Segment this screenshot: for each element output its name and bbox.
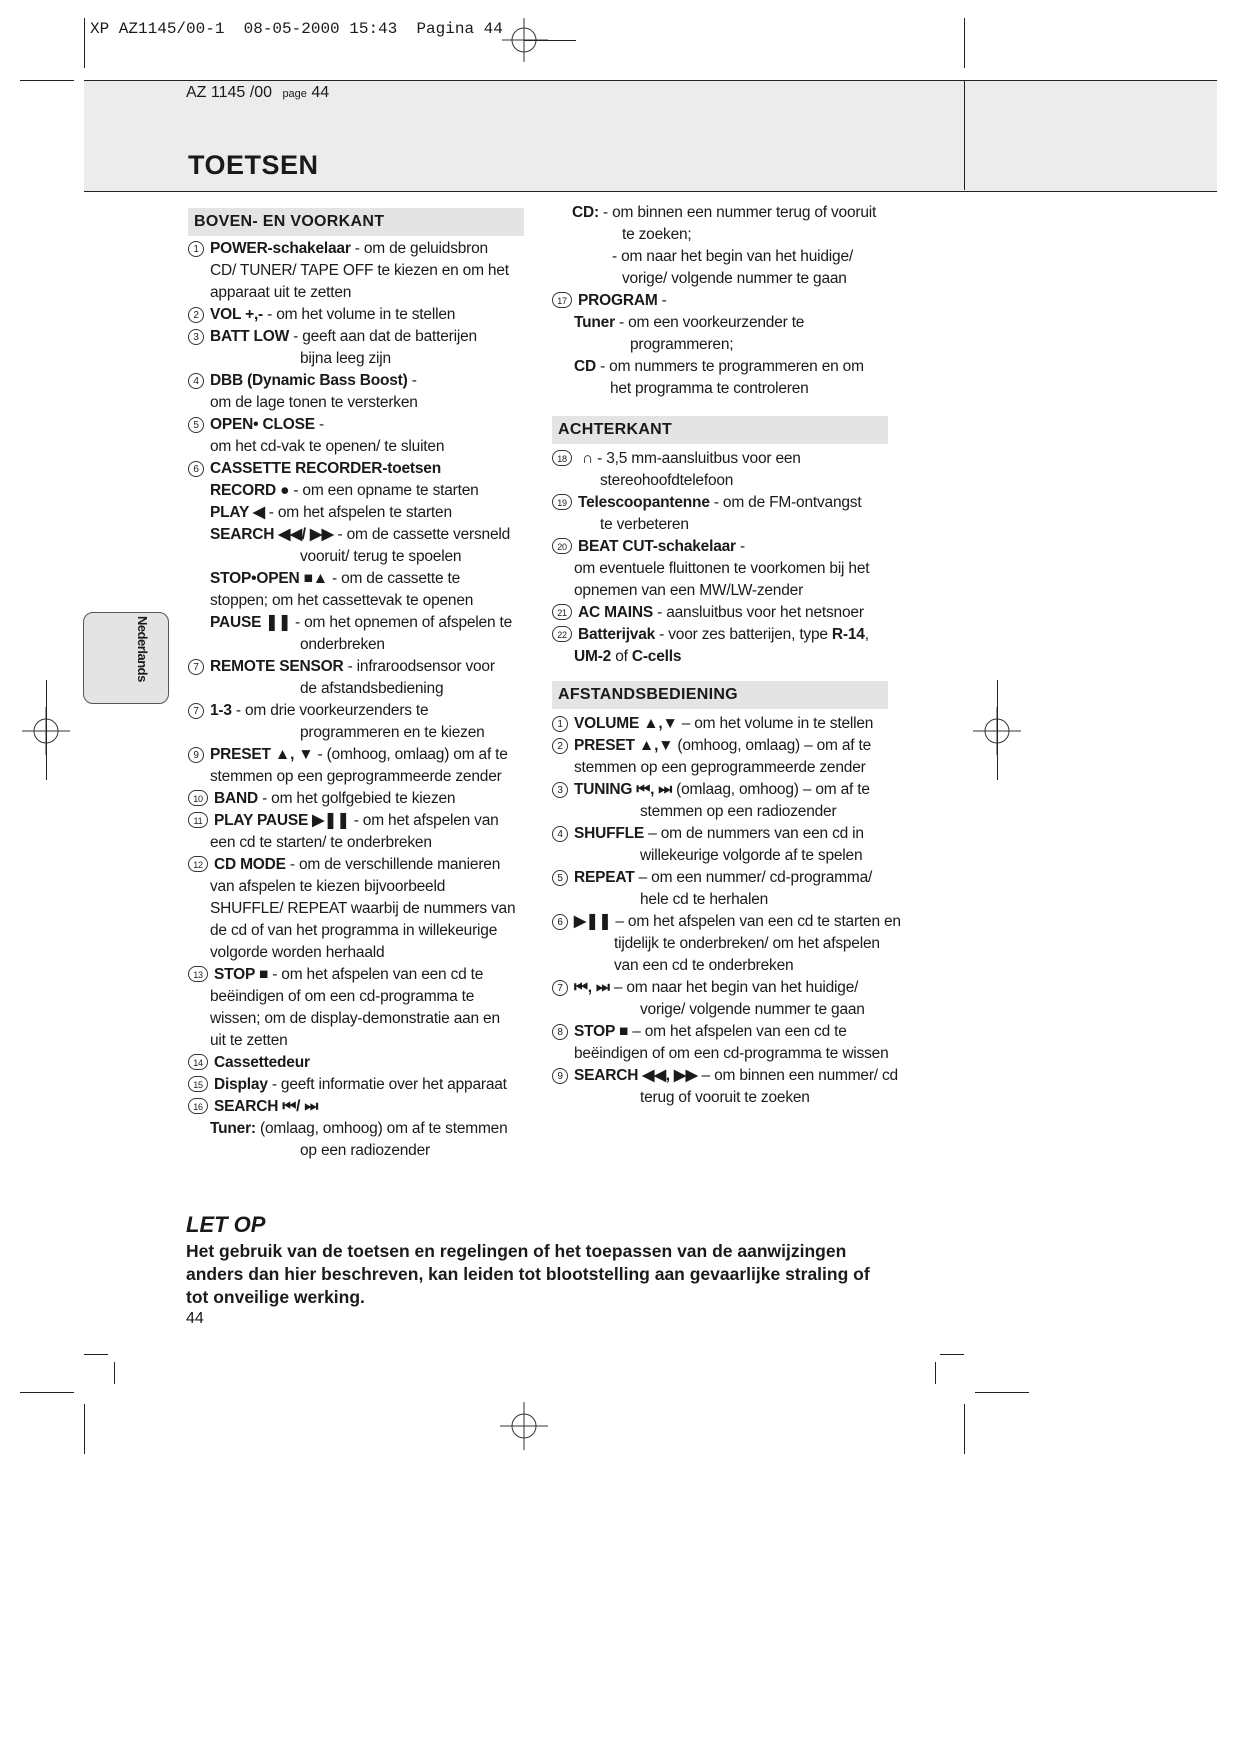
- item-key-label: SHUFFLE: [574, 825, 645, 842]
- list-item-continuation: [210, 876, 445, 898]
- item-description: - (omhoog, omlaag) om af te: [313, 746, 508, 763]
- item-key-label: SEARCH ◀◀, ▶▶: [574, 1067, 698, 1084]
- list-item-continuation: [600, 470, 733, 492]
- section-header-back: ACHTERKANT: [552, 416, 888, 444]
- item-description: - om de cassette te: [327, 570, 461, 587]
- list-item-continuation: [210, 392, 418, 414]
- list-item-continuation: [640, 801, 836, 823]
- item-description: – om het afspelen van een cd te starten en: [611, 913, 901, 930]
- list-item: [552, 448, 801, 470]
- list-item-continuation: [210, 1008, 500, 1030]
- item-description: beëindigen of om een cd-programma te: [210, 988, 475, 1005]
- list-item: [552, 823, 864, 845]
- page-number: 44: [186, 1310, 204, 1327]
- item-description: - om nummers te programmeren en om: [596, 358, 864, 375]
- list-item: [188, 238, 488, 260]
- item-key-label: VOL +,-: [210, 306, 264, 323]
- list-item: [552, 536, 745, 558]
- text-line: [574, 312, 804, 334]
- item-key-label: STOP•OPEN ■▲: [210, 570, 328, 587]
- item-number-badge: 16: [188, 1098, 208, 1114]
- item-description: op een radiozender: [300, 1142, 430, 1159]
- crop-mark: [964, 1404, 965, 1454]
- item-key-label: Tuner:: [210, 1120, 256, 1137]
- text-line: [622, 224, 692, 246]
- list-item: [188, 1096, 318, 1118]
- list-item: [552, 867, 872, 889]
- list-item: [188, 656, 495, 678]
- list-item-continuation: [210, 282, 351, 304]
- crop-mark: [20, 80, 74, 81]
- item-key-label: PAUSE ❚❚: [210, 614, 291, 631]
- item-description: - om het opnemen of afspelen te: [290, 614, 513, 631]
- item-key-label: CD MODE: [214, 856, 286, 873]
- list-item-continuation: [300, 634, 385, 656]
- item-description: van afspelen te kiezen bijvoorbeeld: [210, 878, 446, 895]
- item-key-label: Display: [214, 1076, 268, 1093]
- item-description: om de lage tonen te versterken: [210, 394, 418, 411]
- item-key-label: REMOTE SENSOR: [210, 658, 344, 675]
- item-number-badge: 5: [552, 870, 568, 886]
- item-description: een cd te starten/ te onderbreken: [210, 834, 432, 851]
- list-item: [210, 568, 460, 590]
- model-page-word: page: [282, 88, 307, 100]
- text-line: [574, 356, 864, 378]
- item-description: te zoeken;: [622, 226, 692, 243]
- item-description: programmeren;: [630, 336, 734, 353]
- list-item: [188, 964, 483, 986]
- item-key-label: R-14: [831, 626, 865, 643]
- item-description: bijna leeg zijn: [300, 350, 391, 367]
- item-description: van een cd te onderbreken: [614, 957, 794, 974]
- item-key-label: TUNING ⏮, ⏭: [574, 781, 673, 798]
- item-description: - om drie voorkeurzenders te: [231, 702, 429, 719]
- item-number-badge: 1: [552, 716, 568, 732]
- item-key-label: REPEAT: [574, 869, 635, 886]
- crop-mark: [84, 1354, 108, 1355]
- item-description: -: [407, 372, 417, 389]
- item-key-label: CD:: [572, 204, 599, 221]
- list-item: [552, 1065, 898, 1087]
- item-description: ,: [864, 626, 869, 643]
- item-description: - om naar het begin van het huidige/: [612, 248, 853, 265]
- item-key-label: C-cells: [631, 648, 682, 665]
- item-number-badge: 12: [188, 856, 208, 872]
- registration-mark: [500, 1402, 548, 1450]
- item-number-badge: 2: [188, 307, 204, 323]
- page-title: TOETSEN: [188, 150, 319, 180]
- list-item: [210, 524, 510, 546]
- item-key-label: PRESET ▲,▼: [574, 737, 674, 754]
- list-item: [188, 304, 455, 326]
- list-item: [552, 602, 864, 624]
- item-description: - om het afspelen van: [349, 812, 499, 829]
- list-item-continuation: [640, 1087, 810, 1109]
- list-item: [188, 1052, 310, 1074]
- band-divider: [964, 80, 965, 190]
- item-key-label: CD: [574, 358, 596, 375]
- item-number-badge: 9: [188, 747, 204, 763]
- item-key-label: DBB (Dynamic Bass Boost): [210, 372, 408, 389]
- list-item: [552, 492, 861, 514]
- item-key-label: STOP ■: [214, 966, 269, 983]
- list-item-continuation: [210, 590, 473, 612]
- item-description: om het cd-vak te openen/ te sluiten: [210, 438, 445, 455]
- list-item: [552, 735, 871, 757]
- item-key-label: Batterijvak: [578, 626, 656, 643]
- item-description: - om binnen een nummer terug of vooruit: [598, 204, 877, 221]
- crop-mark: [975, 1392, 1029, 1393]
- list-item-continuation: [300, 678, 443, 700]
- item-number-badge: 4: [188, 373, 204, 389]
- crop-mark: [20, 1392, 74, 1393]
- list-item-continuation: [614, 955, 793, 977]
- item-description: – om naar het begin van het huidige/: [609, 979, 859, 996]
- item-description: -: [314, 416, 324, 433]
- item-description: - om de verschillende manieren: [285, 856, 501, 873]
- warning-title: LET OP: [186, 1212, 266, 1237]
- item-description: – om een nummer/ cd-programma/: [634, 869, 873, 886]
- item-description: uit te zetten: [210, 1032, 288, 1049]
- item-key-label: BEAT CUT-schakelaar: [578, 538, 736, 555]
- list-item-continuation: [210, 942, 384, 964]
- item-key-label: PLAY PAUSE ▶❚❚: [214, 812, 350, 829]
- item-key-label: STOP ■: [574, 1023, 629, 1040]
- item-key-label: POWER-schakelaar: [210, 240, 351, 257]
- item-description: om eventuele fluittonen te voorkomen bij het: [574, 560, 870, 577]
- list-item: [552, 1021, 847, 1043]
- item-key-label: UM-2: [574, 648, 612, 665]
- list-item-continuation: [210, 832, 432, 854]
- item-key-label: AC MAINS: [578, 604, 654, 621]
- item-number-badge: 17: [552, 292, 572, 308]
- list-item: [552, 624, 869, 646]
- list-item-continuation: [210, 260, 509, 282]
- list-item-continuation: [614, 933, 880, 955]
- item-description: vooruit/ terug te spoelen: [300, 548, 462, 565]
- item-key-label: SEARCH ⏮/ ⏭: [214, 1098, 319, 1115]
- item-description: ∩ - 3,5 mm-aansluitbus voor een: [578, 450, 801, 467]
- item-key-label: RECORD ●: [210, 482, 290, 499]
- text-line: [552, 290, 667, 312]
- text-line: [612, 246, 853, 268]
- list-item-continuation: [574, 580, 803, 602]
- item-description: - infraroodsensor voor: [343, 658, 495, 675]
- item-key-label: SEARCH ◀◀/ ▶▶: [210, 526, 334, 543]
- item-description: hele cd te herhalen: [640, 891, 769, 908]
- item-description: opnemen van een MW/LW-zender: [574, 582, 804, 599]
- item-key-label: Tuner: [574, 314, 615, 331]
- list-item: [188, 700, 428, 722]
- list-item-continuation: [574, 558, 869, 580]
- item-key-label: CASSETTE RECORDER-toetsen: [210, 460, 441, 477]
- list-item-continuation: [210, 898, 515, 920]
- item-description: – om het afspelen van een cd te: [628, 1023, 847, 1040]
- list-item: [210, 612, 512, 634]
- list-item: [188, 744, 508, 766]
- item-number-badge: 11: [188, 812, 208, 828]
- item-description: vorige/ volgende nummer te gaan: [640, 1001, 865, 1018]
- item-key-label: Cassettedeur: [214, 1054, 310, 1071]
- item-number-badge: 14: [188, 1054, 208, 1070]
- item-description: stemmen op een geprogrammeerde zender: [574, 759, 866, 776]
- item-number-badge: 7: [188, 703, 204, 719]
- list-item-continuation: [300, 722, 485, 744]
- item-description: stemmen op een geprogrammeerde zender: [210, 768, 502, 785]
- item-number-badge: 2: [552, 738, 568, 754]
- item-description: de afstandsbediening: [300, 680, 444, 697]
- item-number-badge: 3: [552, 782, 568, 798]
- list-item: [188, 414, 324, 436]
- list-item-continuation: [300, 348, 391, 370]
- crop-mark: [46, 680, 47, 780]
- item-number-badge: 21: [552, 604, 572, 620]
- item-key-label: PRESET ▲, ▼: [210, 746, 314, 763]
- item-number-badge: 19: [552, 494, 572, 510]
- item-description: - geeft informatie over het apparaat: [267, 1076, 507, 1093]
- item-number-badge: 18: [552, 450, 572, 466]
- list-item-continuation: [574, 1043, 889, 1065]
- item-description: stoppen; om het cassettevak te openen: [210, 592, 474, 609]
- list-item: [552, 977, 858, 999]
- item-description: terug of vooruit te zoeken: [640, 1089, 810, 1106]
- text-line: [622, 268, 847, 290]
- crop-mark: [935, 1362, 936, 1384]
- item-number-badge: 6: [552, 914, 568, 930]
- list-item: [210, 502, 452, 524]
- item-description: willekeurige volgorde af te spelen: [640, 847, 863, 864]
- item-description: stereohoofdtelefoon: [600, 472, 734, 489]
- section-header-front: BOVEN- EN VOORKANT: [188, 208, 524, 236]
- list-item: [188, 854, 500, 876]
- item-description: - om een voorkeurzender te: [614, 314, 805, 331]
- item-description: -: [735, 538, 745, 555]
- item-description: - voor zes batterijen, type: [655, 626, 832, 643]
- item-number-badge: 1: [188, 241, 204, 257]
- list-item-continuation: [300, 546, 461, 568]
- item-number-badge: 6: [188, 461, 204, 477]
- list-item-continuation: [574, 757, 866, 779]
- item-key-label: OPEN• CLOSE: [210, 416, 315, 433]
- item-number-badge: 7: [552, 980, 568, 996]
- item-number-badge: 13: [188, 966, 208, 982]
- list-item: [210, 480, 479, 502]
- item-description: - aansluitbus voor het netsnoer: [653, 604, 864, 621]
- item-description: CD/ TUNER/ TAPE OFF te kiezen en om het: [210, 262, 509, 279]
- item-number-badge: 7: [188, 659, 204, 675]
- item-description: - om het afspelen van een cd te: [268, 966, 484, 983]
- item-description: (omlaag, omhoog) om af te stemmen: [255, 1120, 508, 1137]
- item-description: - om het volume in te stellen: [263, 306, 456, 323]
- item-description: - om de cassette versneld: [333, 526, 511, 543]
- item-description: de cd of van het programma in willekeurige: [210, 922, 498, 939]
- item-description: stemmen op een radiozender: [640, 803, 837, 820]
- item-key-label: ⏮, ⏭: [574, 979, 610, 996]
- item-description: (omhoog, omlaag) – om af te: [673, 737, 872, 754]
- list-item-continuation: [210, 1030, 288, 1052]
- item-description: - om de FM-ontvangst: [709, 494, 862, 511]
- item-description: wissen; om de display-demonstratie aan en: [210, 1010, 500, 1027]
- list-item-continuation: [640, 845, 862, 867]
- list-item-continuation: [210, 766, 502, 788]
- list-item: [188, 788, 455, 810]
- item-description: – om de nummers van een cd in: [644, 825, 864, 842]
- item-number-badge: 10: [188, 790, 208, 806]
- print-slug: XP AZ1145/00-1 08-05-2000 15:43 Pagina 44: [90, 20, 503, 38]
- crop-mark: [84, 1404, 85, 1454]
- item-description: - om een opname te starten: [289, 482, 479, 499]
- item-description: (omlaag, omhoog) – om af te: [672, 781, 870, 798]
- item-key-label: BAND: [214, 790, 258, 807]
- text-line: [572, 202, 876, 224]
- list-item: [188, 370, 417, 392]
- list-item-continuation: [210, 986, 474, 1008]
- item-description: -: [657, 292, 667, 309]
- model-number: AZ 1145 /00: [186, 84, 272, 101]
- item-description: programmeren en te kiezen: [300, 724, 485, 741]
- model-page-number: 44: [311, 84, 330, 101]
- list-item: [188, 458, 441, 480]
- list-item-continuation: [210, 436, 444, 458]
- item-key-label: PROGRAM: [578, 292, 658, 309]
- item-description: tijdelijk te onderbreken/ om het afspelen: [614, 935, 880, 952]
- text-line: [630, 334, 733, 356]
- list-item-continuation: [640, 889, 768, 911]
- item-description: vorige/ volgende nummer te gaan: [622, 270, 847, 287]
- model-line: [186, 84, 329, 102]
- item-key-label: VOLUME ▲,▼: [574, 715, 678, 732]
- item-description: - om het golfgebied te kiezen: [257, 790, 456, 807]
- list-item: [552, 911, 901, 933]
- item-number-badge: 9: [552, 1068, 568, 1084]
- item-key-label: BATT LOW: [210, 328, 290, 345]
- item-description: apparaat uit te zetten: [210, 284, 352, 301]
- item-description: - geeft aan dat de batterijen: [289, 328, 477, 345]
- list-item: [210, 1118, 508, 1140]
- item-description: SHUFFLE/ REPEAT waarbij de nummers van: [210, 900, 516, 917]
- item-number-badge: 5: [188, 417, 204, 433]
- item-number-badge: 20: [552, 538, 572, 554]
- item-description: beëindigen of om een cd-programma te wissen: [574, 1045, 889, 1062]
- item-description: – om het volume in te stellen: [677, 715, 874, 732]
- language-tab-label: Nederlands: [135, 616, 150, 682]
- item-number-badge: 3: [188, 329, 204, 345]
- item-number-badge: 8: [552, 1024, 568, 1040]
- list-item-continuation: [210, 920, 497, 942]
- crop-mark: [940, 1354, 964, 1355]
- item-description: onderbreken: [300, 636, 385, 653]
- list-item-continuation: [300, 1140, 430, 1162]
- section-header-remote: AFSTANDSBEDIENING: [552, 681, 888, 709]
- list-item: [552, 779, 870, 801]
- item-number-badge: 22: [552, 626, 572, 642]
- item-description: – om binnen een nummer/ cd: [697, 1067, 898, 1084]
- language-tab: [83, 612, 169, 704]
- warning-body: Het gebruik van de toetsen en regelingen of het toepassen van de aanwijzingen anders dan hier beschreven, kan leiden tot blootstelling aan gevaarlijke straling of tot onveilige werking.: [186, 1241, 870, 1307]
- list-item: [188, 326, 477, 348]
- crop-mark: [997, 680, 998, 780]
- item-description: volgorde worden herhaald: [210, 944, 385, 961]
- crop-mark: [524, 40, 576, 41]
- crop-mark: [964, 18, 965, 68]
- item-description: - om het afspelen te starten: [264, 504, 452, 521]
- item-description: te verbeteren: [600, 516, 689, 533]
- item-number-badge: 15: [188, 1076, 208, 1092]
- crop-mark: [84, 18, 85, 68]
- list-item-continuation: [600, 514, 689, 536]
- item-key-label: ▶❚❚: [574, 913, 612, 930]
- list-item-continuation: [640, 999, 865, 1021]
- item-description: - om de geluidsbron: [350, 240, 488, 257]
- list-item: [188, 810, 499, 832]
- crop-mark: [114, 1362, 115, 1384]
- item-description: het programma te controleren: [610, 380, 809, 397]
- item-number-badge: 4: [552, 826, 568, 842]
- item-key-label: PLAY ◀: [210, 504, 265, 521]
- text-line: [610, 378, 809, 400]
- list-item: [188, 1074, 507, 1096]
- item-description: of: [611, 648, 632, 665]
- item-key-label: Telescoopantenne: [578, 494, 710, 511]
- list-item: [552, 713, 873, 735]
- list-item-continuation: [574, 646, 681, 668]
- item-key-label: 1-3: [210, 702, 232, 719]
